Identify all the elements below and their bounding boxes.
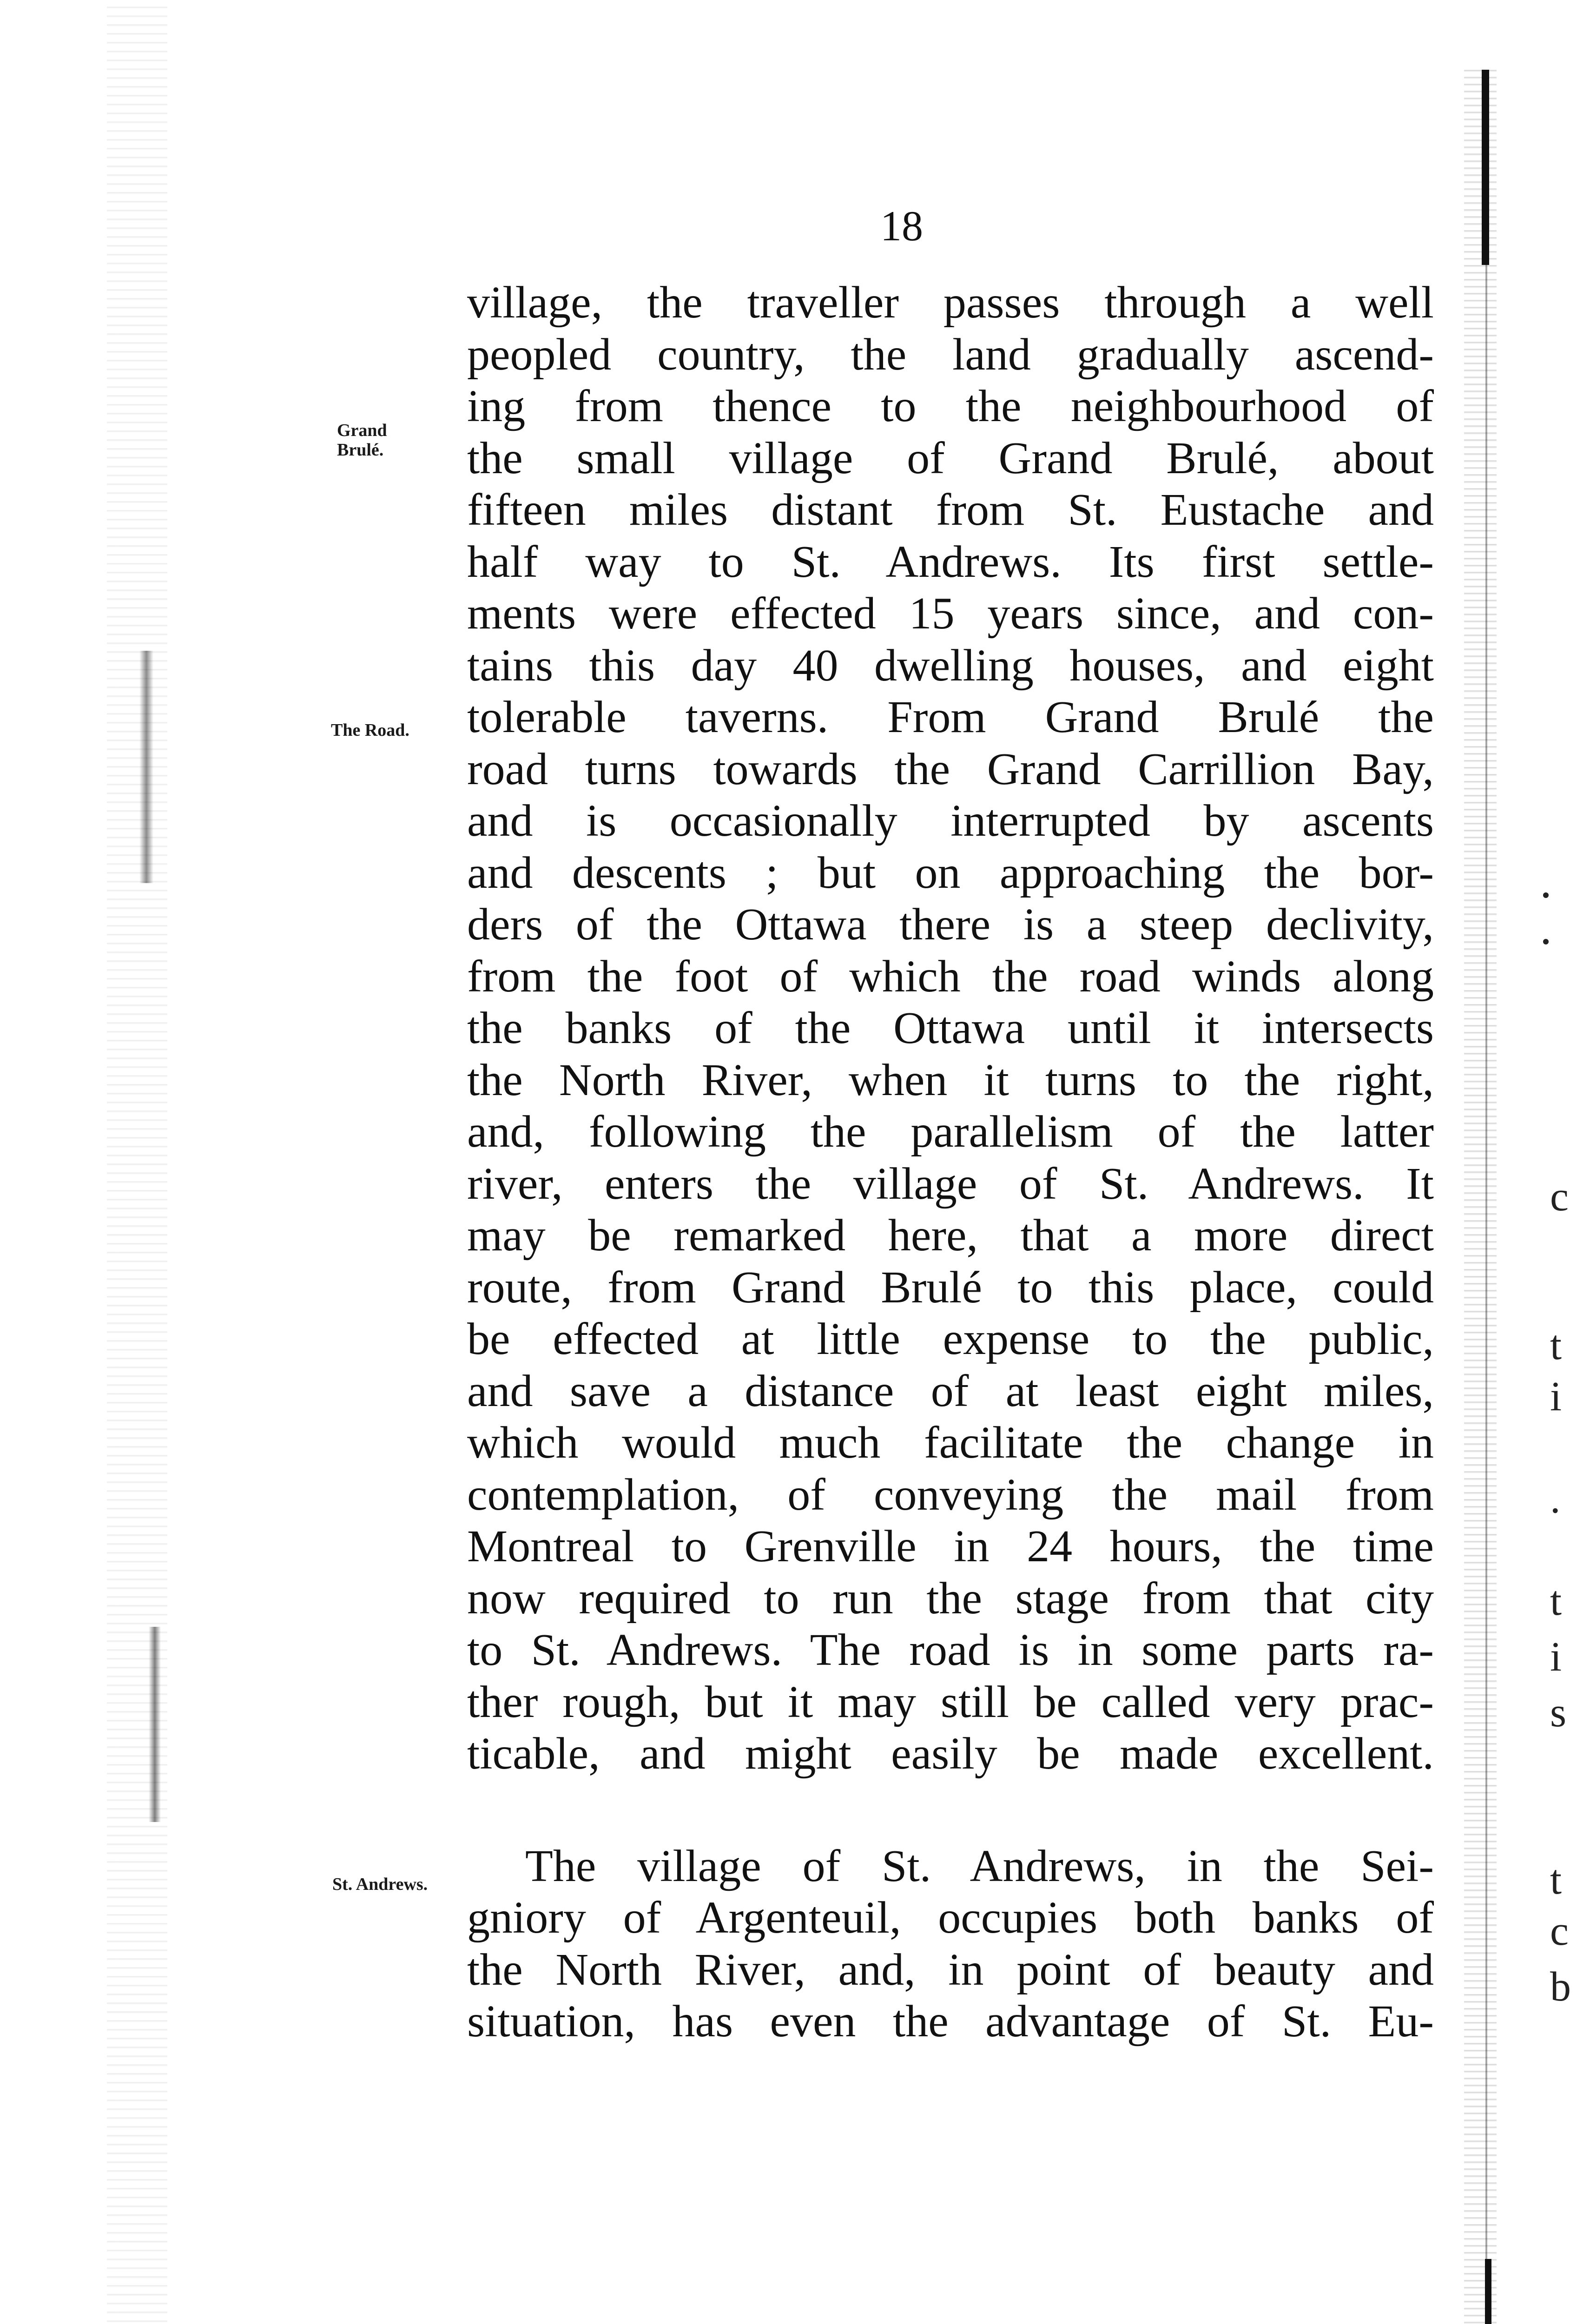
text-line: the North River, when it turns to the right, [467,1055,1434,1105]
page-number: 18 [880,202,923,250]
paragraph [467,277,1434,1780]
text-line: river, enters the village of St. Andrews. It [467,1158,1434,1209]
right-edge-rule [1482,70,1489,265]
text-line: now required to run the stage from that city [467,1573,1434,1624]
text-line: which would much facilitate the change in [467,1418,1434,1468]
text-line: and, following the parallelism of the latter [467,1107,1434,1157]
text-line: be effected at little expense to the public, [467,1314,1434,1364]
text-line: ments were effected 15 years since, and con- [467,588,1434,639]
next-page-char: c [1550,1174,1569,1220]
text-line: half way to St. Andrews. Its first settle- [467,536,1434,587]
text-line: situation, has even the advantage of St. Eu- [467,1996,1434,2047]
text-line: the small village of Grand Brulé, about [467,433,1434,483]
text-line: peopled country, the land gradually ascend- [467,329,1434,380]
text-line: ing from thence to the neighbourhood of [467,381,1434,431]
ink-speck [1543,892,1549,898]
text-line: and is occasionally interrupted by ascents [467,796,1434,846]
right-edge-rule [1485,265,1487,2264]
text-line: and descents ; but on approaching the bor- [467,847,1434,898]
text-line: ticable, and might easily be made excellent. [467,1729,1434,1779]
paragraph [467,1841,1434,2048]
text-line: tains this day 40 dwelling houses, and eight [467,640,1434,691]
text-line: the North River, and, in point of beauty and [467,1944,1434,1995]
text-line: tolerable taverns. From Grand Brulé the [467,692,1434,742]
text-line: road turns towards the Grand Carrillion Bay, [467,744,1434,794]
next-page-char: i [1550,1373,1562,1419]
left-binding-shadow [139,651,153,883]
body-text [467,277,1434,2048]
text-line: and save a distance of at least eight miles, [467,1366,1434,1416]
text-line: ther rough, but it may still be called very prac- [467,1677,1434,1727]
margin-note-grand-brule: Grand Brulé. [337,421,387,460]
next-page-char: c [1550,1908,1569,1954]
margin-note-the-road: The Road. [331,720,409,740]
margin-note-st-andrews: St. Andrews. [332,1875,428,1894]
next-page-char: b [1550,1964,1571,2010]
ink-speck [1543,939,1549,944]
text-line: ders of the Ottawa there is a steep declivity, [467,899,1434,950]
text-line: gniory of Argenteuil, occupies both banks of [467,1893,1434,1943]
text-line: the banks of the Ottawa until it intersects [467,1003,1434,1053]
paragraph-gap [467,1780,1434,1841]
next-page-char: t [1550,1578,1562,1624]
right-edge-rule [1485,2259,1491,2324]
left-binding-shadow [149,1627,161,1822]
text-line: Montreal to Grenville in 24 hours, the time [467,1521,1434,1571]
next-page-char: t [1550,1857,1562,1903]
left-binding-edge [107,0,167,2324]
text-line: fifteen miles distant from St. Eustache and [467,485,1434,535]
text-line: from the foot of which the road winds along [467,951,1434,1002]
text-line: contemplation, of conveying the mail from [467,1469,1434,1520]
text-line: may be remarked here, that a more direct [467,1210,1434,1261]
next-page-char: t [1550,1322,1562,1368]
text-line: route, from Grand Brulé to this place, could [467,1262,1434,1313]
text-line: to St. Andrews. The road is in some parts ra- [467,1625,1434,1675]
next-page-char: . [1550,1476,1561,1522]
right-binding-edge [1464,65,1497,2324]
next-page-char: i [1550,1634,1562,1680]
text-line: village, the traveller passes through a well [467,277,1434,328]
text-line: The village of St. Andrews, in the Sei- [525,1841,1434,1891]
next-page-char: s [1550,1690,1567,1736]
